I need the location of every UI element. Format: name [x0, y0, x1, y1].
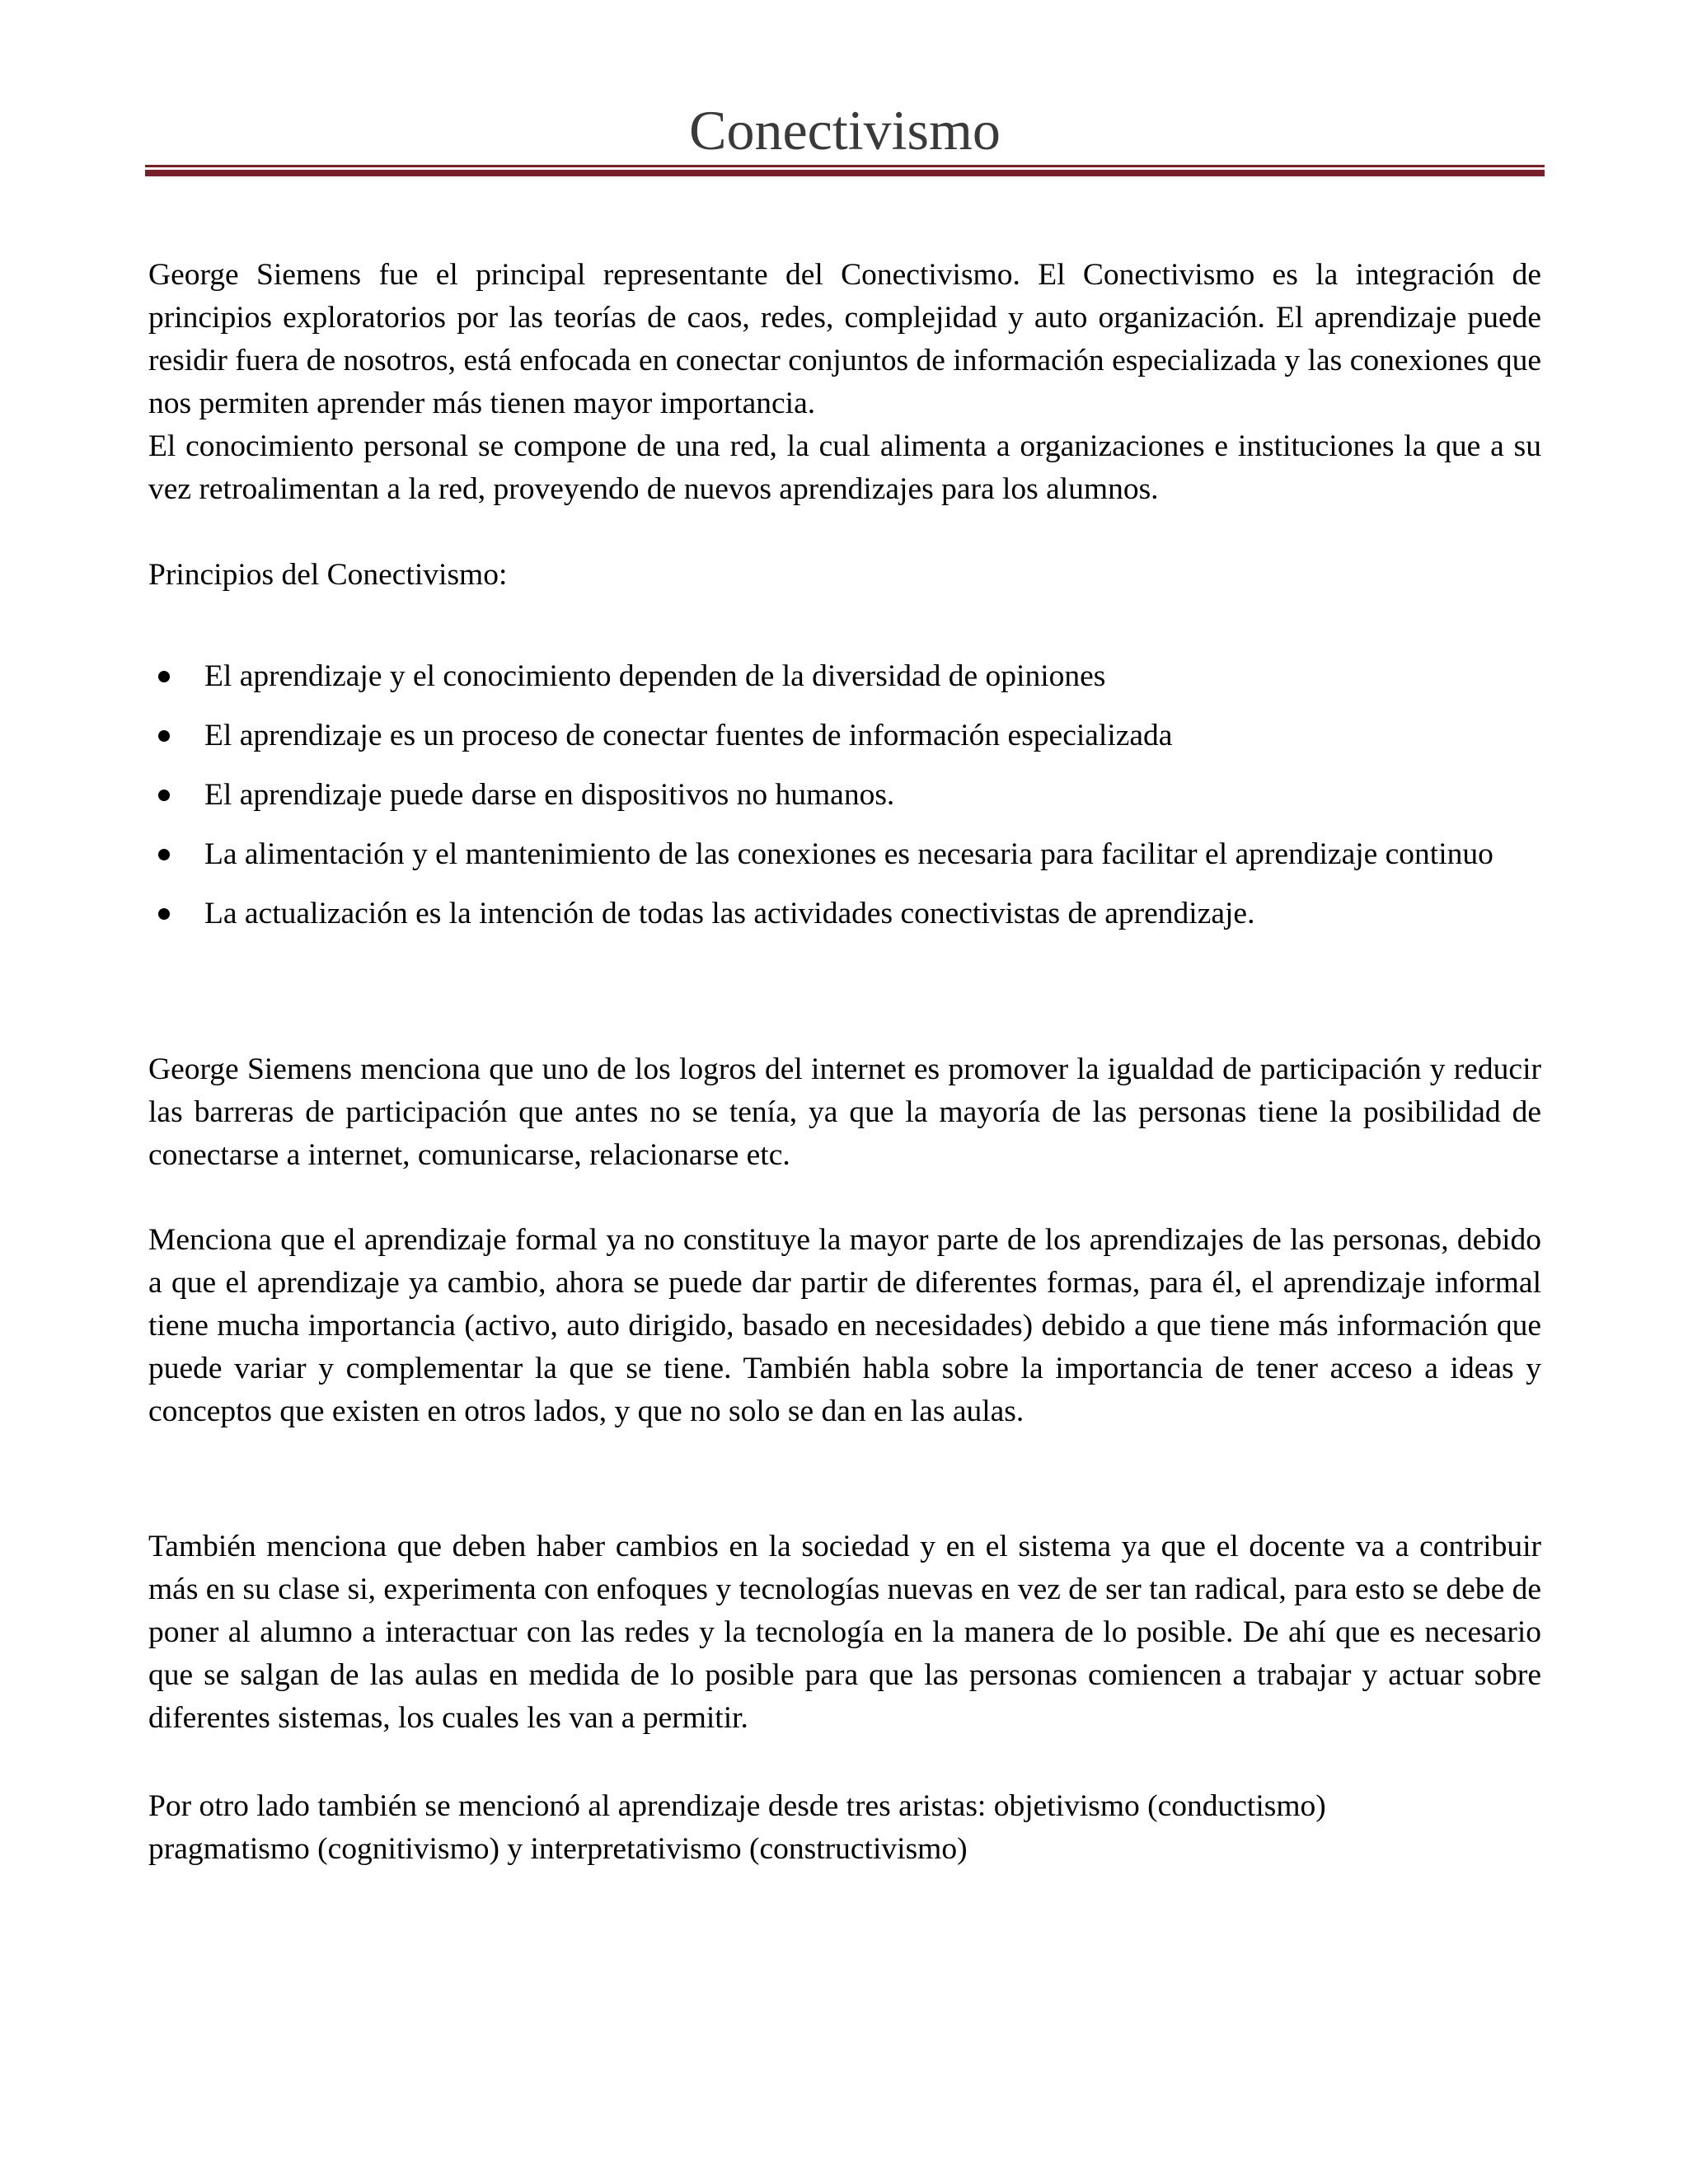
closing-line-2: pragmatismo (cognitivismo) y interpretativismo (constructivismo) — [148, 1832, 968, 1866]
list-item — [148, 885, 1541, 943]
bullet-icon — [158, 730, 170, 742]
list-item-text: El aprendizaje es un proceso de conectar fuentes de información especializada — [204, 719, 1173, 752]
list-item-text: La actualización es la intención de todas las actividades conectivistas de aprendizaje. — [204, 897, 1255, 930]
list-item-text: La alimentación y el mantenimiento de las conexiones es necesaria para facilitar el aprendizaje continuo — [204, 837, 1493, 871]
bullet-icon — [158, 849, 170, 860]
principles-heading: Principios del Conectivismo: — [148, 558, 508, 592]
title-divider-thick — [145, 170, 1545, 176]
intro-paragraph — [148, 254, 1541, 511]
bullet-icon — [158, 671, 170, 682]
paragraph-changes: También menciona que deben haber cambios en la sociedad y en el sistema ya que el docente va a contribuir más en su clase si, experimenta con enfoques y tecnologías nuevas en vez de ser tan radical, para esto se debe de poner al alumno a interactuar con las redes y la tecnología en la manera de lo posible. De ahí que es necesario que se salgan de las aulas en medida de lo posible para que las personas comiencen a trabajar y actuar sobre diferentes sistemas, los cuales les van a permitir. — [148, 1530, 1541, 1735]
intro-paragraph-2: El conocimiento personal se compone de una red, la cual alimenta a organizaciones e instituciones la que a su vez retroalimentan a la red, proveyendo de nuevos aprendizajes para los alumnos. — [148, 429, 1541, 506]
list-item — [148, 648, 1541, 705]
title-divider-thin — [145, 165, 1545, 167]
page-title: Conectivismo — [689, 99, 1001, 162]
list-item — [148, 766, 1541, 824]
list-item-text: El aprendizaje y el conocimiento dependen de la diversidad de opiniones — [204, 659, 1106, 693]
list-item — [148, 707, 1541, 765]
list-item — [148, 826, 1541, 883]
bullet-icon — [158, 790, 170, 801]
closing-line-1: Por otro lado también se mencionó al aprendizaje desde tres aristas: objetivismo (conductismo) — [148, 1789, 1326, 1823]
intro-paragraph-text: George Siemens fue el principal representante del Conectivismo. El Conectivismo es la integración de principios exploratorios por las teorías de caos, redes, complejidad y auto organización. El aprendizaje puede residir fuera de nosotros, está enfocada en conectar conjuntos de información especializada y las conexiones que nos permiten aprender más tienen mayor importancia. — [148, 258, 1541, 420]
paragraph-formal-learning: Menciona que el aprendizaje formal ya no constituye la mayor parte de los aprendizajes de las personas, debido a que el aprendizaje ya cambio, ahora se puede dar partir de diferentes formas, para él, el aprendizaje informal tiene mucha importancia (activo, auto dirigido, basado en necesidades) debido a que tiene más información que puede variar y complementar la que se tiene. También habla sobre la importancia de tener acceso a ideas y conceptos que existen en otros lados, y que no solo se dan en las aulas. — [148, 1223, 1541, 1428]
principles-list — [148, 648, 1541, 944]
paragraph-internet: George Siemens menciona que uno de los logros del internet es promover la igualdad de participación y reducir las barreras de participación que antes no se tenía, ya que la mayoría de las personas tiene la posibilidad de conectarse a internet, comunicarse, relacionarse etc. — [148, 1052, 1541, 1172]
closing-paragraph — [148, 1785, 1541, 1871]
bullet-icon — [158, 908, 170, 920]
list-item-text: El aprendizaje puede darse en dispositivos no humanos. — [204, 778, 895, 812]
